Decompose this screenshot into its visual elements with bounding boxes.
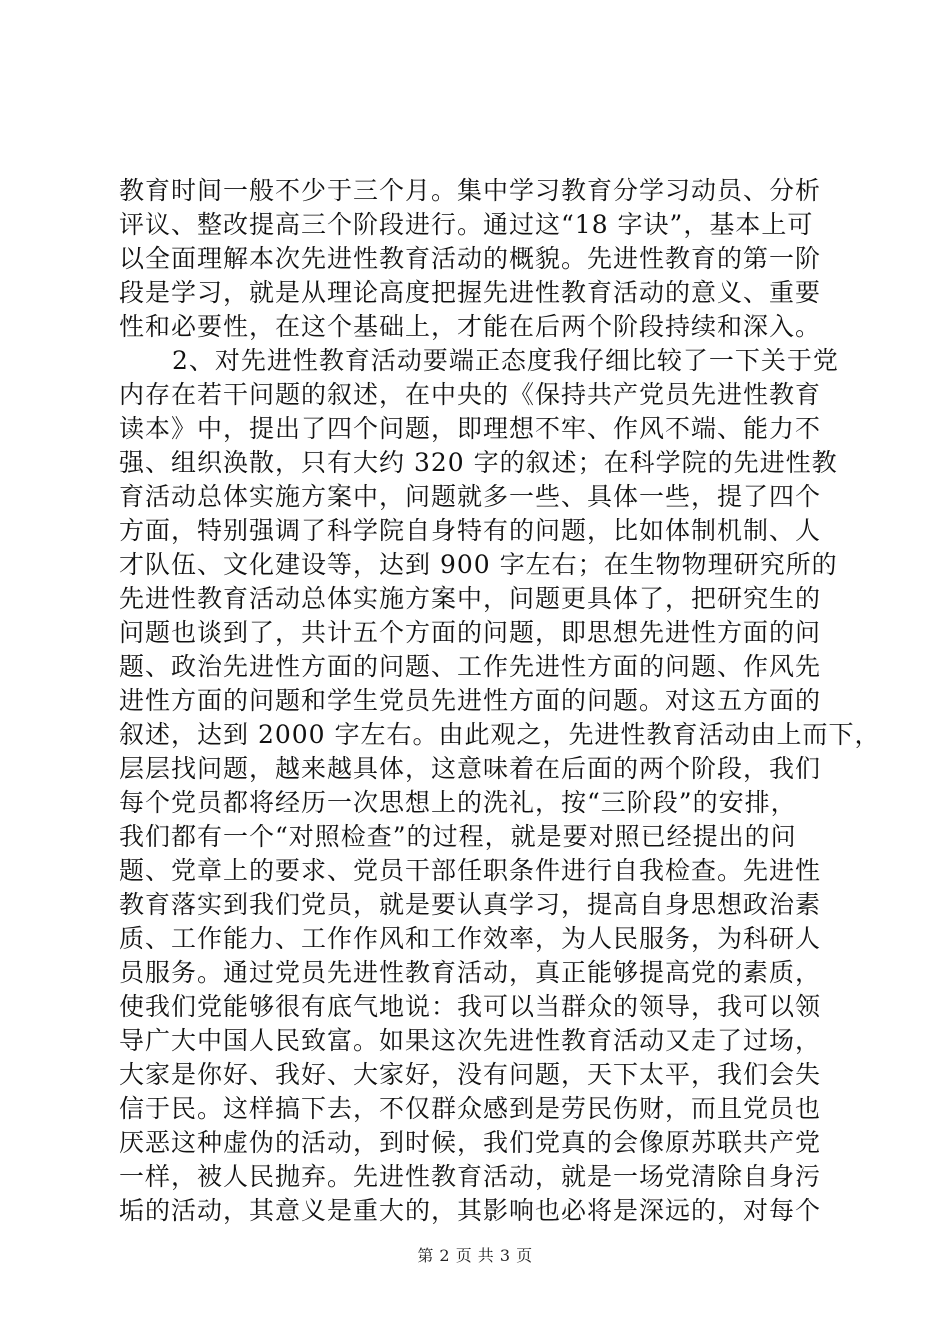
text-line: 教育时间一般不少于三个月。集中学习教育分学习动员、分析 [119,176,822,205]
text-line: 育活动总体实施方案中，问题就多一些、具体一些，提了四个 [119,482,822,511]
text-line: 方面，特别强调了科学院自身特有的问题，比如体制机制、人 [119,516,822,545]
text-line: 强、组织涣散，只有大约 320 字的叙述；在科学院的先进性教 [119,448,838,477]
text-line: 大家是你好、我好、大家好，没有问题，天下太平，我们会失 [119,1060,822,1089]
text-line: 垢的活动，其意义是重大的，其影响也必将是深远的，对每个 [119,1196,822,1225]
text-line: 层层找问题，越来越具体，这意味着在后面的两个阶段，我们 [119,754,822,783]
text-line: 题、党章上的要求、党员干部任职条件进行自我检查。先进性 [119,856,822,885]
text-line: 厌恶这种虚伪的活动，到时候，我们党真的会像原苏联共产党 [119,1128,822,1157]
text-line: 才队伍、文化建设等，达到 900 字左右；在生物物理研究所的 [119,550,838,579]
text-line: 评议、整改提高三个阶段进行。通过这“18 字诀”，基本上可 [119,210,814,239]
text-line: 题、政治先进性方面的问题、工作先进性方面的问题、作风先 [119,652,822,681]
text-line: 信于民。这样搞下去，不仅群众感到是劳民伤财，而且党员也 [119,1094,822,1123]
text-line: 问题也谈到了，共计五个方面的问题，即思想先进性方面的问 [119,618,822,647]
text-line: 叙述，达到 2000 字左右。由此观之，先进性教育活动由上而下， [119,720,881,749]
page-footer: 第 2 页 共 3 页 [417,1246,533,1265]
text-line: 导广大中国人民致富。如果这次先进性教育活动又走了过场， [119,1026,822,1055]
text-line-top [119,42,839,76]
text-line: 一样，被人民抛弃。先进性教育活动，就是一场党清除自身污 [119,1162,822,1191]
text-line: 先进性教育活动总体实施方案中，问题更具体了，把研究生的 [119,584,822,613]
text-line: 质、工作能力、工作作风和工作效率，为人民服务，为科研人 [119,924,822,953]
text-line: 性和必要性，在这个基础上，才能在后两个阶段持续和深入。 [119,312,822,341]
text-line: 教育落实到我们党员，就是要认真学习，提高自身思想政治素 [119,890,822,919]
text-line: 员服务。通过党员先进性教育活动，真正能够提高党的素质， [119,958,822,987]
text-line: 进性方面的问题和学生党员先进性方面的问题。对这五方面的 [119,686,822,715]
paragraph-2-start: 2、对先进性教育活动要端正态度我仔细比较了一下关于党 [172,346,839,375]
text-line: 每个党员都将经历一次思想上的洗礼，按“三阶段”的安排， [119,788,797,817]
text-line: 读本》中，提出了四个问题，即理想不牢、作风不端、能力不 [119,414,822,443]
text-line: 以全面理解本次先进性教育活动的概貌。先进性教育的第一阶 [119,244,822,273]
text-line: 内存在若干问题的叙述，在中央的《保持共产党员先进性教育 [119,380,822,409]
text-line: 使我们党能够很有底气地说：我可以当群众的领导，我可以领 [119,992,822,1021]
text-line: 我们都有一个“对照检查”的过程，就是要对照已经提出的问 [119,822,797,851]
text-line: 段是学习，就是从理论高度把握先进性教育活动的意义、重要 [119,278,822,307]
